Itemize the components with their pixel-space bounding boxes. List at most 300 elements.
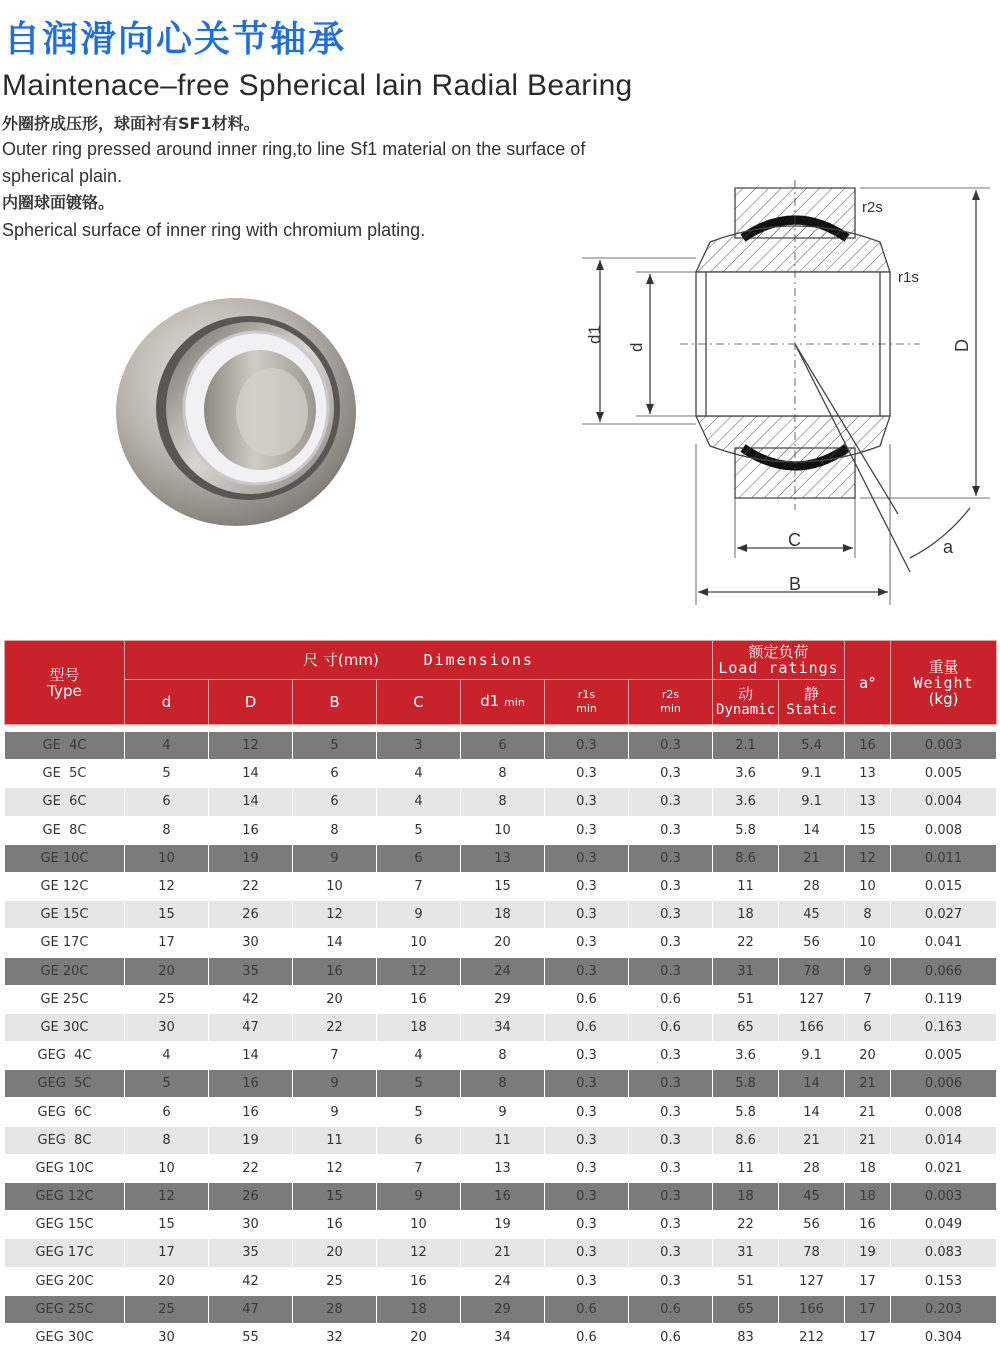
cell-r2s: 0.3: [629, 957, 713, 985]
cell-static: 5.4: [779, 732, 845, 760]
cell-r2s: 0.3: [629, 1126, 713, 1154]
cell-angle: 13: [845, 788, 891, 816]
cell-type: GE 12C: [5, 872, 125, 900]
cell-D: 16: [209, 816, 293, 844]
cell-weight: 0.005: [891, 760, 997, 788]
table-row: [5, 985, 997, 1013]
cell-dynamic: 8.6: [713, 844, 779, 872]
cell-d1: 20: [461, 929, 545, 957]
cell-type: GEG 17C: [5, 1239, 125, 1267]
cell-d1: 11: [461, 1126, 545, 1154]
cell-B: 12: [293, 1154, 377, 1182]
cell-dynamic: 18: [713, 1183, 779, 1211]
header-col-d1: [461, 680, 545, 725]
cell-r2s: 0.6: [629, 1323, 713, 1351]
cell-weight: 0.008: [891, 816, 997, 844]
cell-d1: 16: [461, 1183, 545, 1211]
cell-D: 12: [209, 732, 293, 760]
table-row: [5, 1126, 997, 1154]
header-col-static: [779, 680, 845, 725]
title-chinese: 自润滑向心关节轴承: [4, 19, 347, 60]
cell-d: 8: [125, 816, 209, 844]
table-row: [5, 1013, 997, 1041]
cell-B: 14: [293, 929, 377, 957]
specification-table-body: [5, 725, 997, 1352]
cell-r1s: 0.6: [545, 985, 629, 1013]
header-dimensions: [125, 641, 713, 680]
header-col-d: d: [125, 680, 209, 725]
cell-C: 5: [377, 816, 461, 844]
cell-r2s: 0.3: [629, 1098, 713, 1126]
table-row: [5, 788, 997, 816]
table-row: [5, 929, 997, 957]
cell-B: 6: [293, 760, 377, 788]
cell-angle: 17: [845, 1295, 891, 1323]
cell-D: 14: [209, 760, 293, 788]
table-row: [5, 844, 997, 872]
cell-D: 30: [209, 1211, 293, 1239]
table-row: [5, 1211, 997, 1239]
cell-C: 12: [377, 957, 461, 985]
cell-dynamic: 31: [713, 957, 779, 985]
cell-angle: 15: [845, 816, 891, 844]
cell-r1s: 0.6: [545, 1323, 629, 1351]
cell-r2s: 0.3: [629, 788, 713, 816]
cell-angle: 18: [845, 1154, 891, 1182]
cell-type: GEG 4C: [5, 1042, 125, 1070]
table-row: [5, 732, 997, 760]
cell-r2s: 0.3: [629, 1070, 713, 1098]
table-row: [5, 760, 997, 788]
cell-d1: 29: [461, 1295, 545, 1323]
cell-C: 9: [377, 901, 461, 929]
cell-B: 15: [293, 1183, 377, 1211]
cell-d: 6: [125, 788, 209, 816]
cell-D: 35: [209, 957, 293, 985]
table-row: [5, 1070, 997, 1098]
cell-dynamic: 83: [713, 1323, 779, 1351]
cell-type: GEG 8C: [5, 1126, 125, 1154]
cell-D: 30: [209, 929, 293, 957]
cell-angle: 17: [845, 1267, 891, 1295]
cell-angle: 16: [845, 732, 891, 760]
cell-weight: 0.004: [891, 788, 997, 816]
cell-type: GEG 30C: [5, 1323, 125, 1351]
cell-C: 10: [377, 1211, 461, 1239]
cell-dynamic: 5.8: [713, 816, 779, 844]
header-weight-cn: 重量: [928, 657, 959, 676]
cell-dynamic: 11: [713, 1154, 779, 1182]
cell-static: 9.1: [779, 788, 845, 816]
cell-dynamic: 5.8: [713, 1098, 779, 1126]
cell-d: 20: [125, 957, 209, 985]
cell-d: 25: [125, 985, 209, 1013]
cell-r2s: 0.6: [629, 1013, 713, 1041]
cell-weight: 0.021: [891, 1154, 997, 1182]
cell-d: 15: [125, 1211, 209, 1239]
table-row: [5, 1098, 997, 1126]
cell-r2s: 0.3: [629, 901, 713, 929]
label-C: C: [788, 530, 801, 550]
cell-dynamic: 2.1: [713, 732, 779, 760]
cell-B: 9: [293, 1098, 377, 1126]
header-d1-label: d1: [480, 692, 500, 710]
cell-type: GEG 6C: [5, 1098, 125, 1126]
header-r2s-label: r2s: [661, 688, 680, 701]
cell-D: 22: [209, 1154, 293, 1182]
bearing-photo: [110, 290, 360, 530]
cell-r2s: 0.3: [629, 1183, 713, 1211]
header-col-D: D: [209, 680, 293, 725]
cell-C: 16: [377, 1267, 461, 1295]
cell-static: 212: [779, 1323, 845, 1351]
cell-D: 55: [209, 1323, 293, 1351]
cell-weight: 0.304: [891, 1323, 997, 1351]
cell-B: 25: [293, 1267, 377, 1295]
cell-d1: 13: [461, 844, 545, 872]
label-d: d: [627, 342, 646, 352]
cell-static: 45: [779, 901, 845, 929]
cell-angle: 20: [845, 1042, 891, 1070]
cell-d1: 8: [461, 1042, 545, 1070]
cell-dynamic: 11: [713, 872, 779, 900]
table-row: [5, 1239, 997, 1267]
cell-C: 3: [377, 732, 461, 760]
header-load-en: Load ratings: [718, 659, 839, 677]
cell-weight: 0.066: [891, 957, 997, 985]
label-r2s: r2s: [862, 199, 883, 216]
cell-d1: 24: [461, 957, 545, 985]
cell-r1s: 0.3: [545, 732, 629, 760]
cell-type: GEG 5C: [5, 1070, 125, 1098]
label-angle-a: a: [943, 537, 954, 557]
cell-d1: 8: [461, 788, 545, 816]
cell-weight: 0.203: [891, 1295, 997, 1323]
cell-r2s: 0.3: [629, 1239, 713, 1267]
header-load-ratings: [713, 641, 845, 680]
cell-B: 6: [293, 788, 377, 816]
cell-r1s: 0.3: [545, 1070, 629, 1098]
cell-type: GE 8C: [5, 816, 125, 844]
cell-static: 166: [779, 1295, 845, 1323]
cell-C: 7: [377, 1154, 461, 1182]
cell-type: GE 5C: [5, 760, 125, 788]
cell-d: 10: [125, 844, 209, 872]
cell-D: 19: [209, 1126, 293, 1154]
header-angle: a°: [845, 641, 891, 725]
cell-r1s: 0.3: [545, 1211, 629, 1239]
cell-d: 8: [125, 1126, 209, 1154]
cell-D: 22: [209, 872, 293, 900]
cell-type: GE 6C: [5, 788, 125, 816]
description-inner-ring-en: Spherical surface of inner ring with chromium plating.: [2, 220, 426, 240]
cell-r1s: 0.3: [545, 844, 629, 872]
table-row: [5, 1042, 997, 1070]
cell-r1s: 0.3: [545, 872, 629, 900]
label-D: D: [952, 339, 972, 352]
table-row: [5, 872, 997, 900]
cell-static: 78: [779, 1239, 845, 1267]
cell-r1s: 0.3: [545, 1126, 629, 1154]
cell-static: 9.1: [779, 1042, 845, 1070]
bearing-cross-section-drawing: [560, 180, 1000, 610]
cell-B: 12: [293, 901, 377, 929]
cell-D: 14: [209, 1042, 293, 1070]
header-col-r2s: [629, 680, 713, 725]
cell-r2s: 0.3: [629, 1154, 713, 1182]
cell-static: 45: [779, 1183, 845, 1211]
cell-C: 6: [377, 844, 461, 872]
label-d1: d1: [585, 325, 604, 344]
cell-r2s: 0.6: [629, 1295, 713, 1323]
cell-r1s: 0.6: [545, 1013, 629, 1041]
label-r1s: r1s: [898, 269, 919, 286]
header-static-cn: 静: [804, 685, 820, 703]
cell-d1: 10: [461, 816, 545, 844]
cell-static: 9.1: [779, 760, 845, 788]
cell-weight: 0.041: [891, 929, 997, 957]
table-row: [5, 1267, 997, 1295]
header-dynamic-en: Dynamic: [716, 702, 776, 718]
cell-type: GE 10C: [5, 844, 125, 872]
header-weight-unit: (kg): [928, 689, 959, 708]
cell-dynamic: 65: [713, 1013, 779, 1041]
table-row: [5, 957, 997, 985]
cell-d1: 29: [461, 985, 545, 1013]
cell-d: 17: [125, 1239, 209, 1267]
cell-r2s: 0.3: [629, 1267, 713, 1295]
header-r1s-label: r1s: [577, 688, 596, 701]
cell-B: 9: [293, 1070, 377, 1098]
cell-dynamic: 22: [713, 929, 779, 957]
header-r2s-min: min: [660, 702, 681, 715]
table-row: [5, 901, 997, 929]
cell-d1: 13: [461, 1154, 545, 1182]
cell-weight: 0.003: [891, 1183, 997, 1211]
cell-weight: 0.003: [891, 732, 997, 760]
cell-angle: 9: [845, 957, 891, 985]
cell-d: 12: [125, 1183, 209, 1211]
cell-weight: 0.008: [891, 1098, 997, 1126]
cell-r2s: 0.3: [629, 732, 713, 760]
cell-weight: 0.005: [891, 1042, 997, 1070]
cell-r1s: 0.3: [545, 760, 629, 788]
cell-angle: 8: [845, 901, 891, 929]
cell-D: 42: [209, 985, 293, 1013]
cell-C: 10: [377, 929, 461, 957]
cell-D: 16: [209, 1070, 293, 1098]
header-r1s-min: min: [576, 702, 597, 715]
cell-D: 35: [209, 1239, 293, 1267]
cell-d: 30: [125, 1013, 209, 1041]
header-load-cn: 额定负荷: [748, 643, 809, 661]
header-col-C: C: [377, 680, 461, 725]
cell-d1: 8: [461, 1070, 545, 1098]
cell-B: 8: [293, 816, 377, 844]
cell-r1s: 0.3: [545, 1154, 629, 1182]
cell-weight: 0.011: [891, 844, 997, 872]
cell-r1s: 0.3: [545, 1098, 629, 1126]
cell-B: 28: [293, 1295, 377, 1323]
cell-d1: 18: [461, 901, 545, 929]
label-B: B: [789, 574, 802, 594]
cell-angle: 6: [845, 1013, 891, 1041]
table-row: [5, 1183, 997, 1211]
cell-dynamic: 65: [713, 1295, 779, 1323]
cell-angle: 10: [845, 929, 891, 957]
cell-static: 166: [779, 1013, 845, 1041]
header-weight-en: Weight: [913, 673, 974, 692]
cell-r2s: 0.3: [629, 1042, 713, 1070]
cell-type: GEG 12C: [5, 1183, 125, 1211]
header-col-r1s: [545, 680, 629, 725]
cell-d: 5: [125, 1070, 209, 1098]
cell-B: 20: [293, 985, 377, 1013]
cell-static: 21: [779, 1126, 845, 1154]
cell-static: 14: [779, 816, 845, 844]
cell-C: 16: [377, 985, 461, 1013]
cell-weight: 0.083: [891, 1239, 997, 1267]
cell-D: 26: [209, 1183, 293, 1211]
header-type-cn: 型号: [49, 665, 80, 684]
cell-d: 25: [125, 1295, 209, 1323]
cell-r1s: 0.6: [545, 1295, 629, 1323]
header-dimensions-en: Dimensions: [423, 651, 534, 669]
cell-B: 5: [293, 732, 377, 760]
description-inner-ring-cn: 内圈球面镀铬。: [2, 193, 115, 212]
cell-dynamic: 51: [713, 1267, 779, 1295]
cell-d: 4: [125, 732, 209, 760]
cell-dynamic: 22: [713, 1211, 779, 1239]
cell-r1s: 0.3: [545, 816, 629, 844]
cell-B: 20: [293, 1239, 377, 1267]
cell-d: 17: [125, 929, 209, 957]
cell-r2s: 0.3: [629, 760, 713, 788]
cell-d1: 21: [461, 1239, 545, 1267]
cell-B: 32: [293, 1323, 377, 1351]
cell-r1s: 0.3: [545, 1183, 629, 1211]
cell-B: 10: [293, 872, 377, 900]
cell-B: 9: [293, 844, 377, 872]
cell-type: GE 20C: [5, 957, 125, 985]
cell-type: GEG 10C: [5, 1154, 125, 1182]
header-d1-min: min: [504, 696, 525, 709]
cell-angle: 18: [845, 1183, 891, 1211]
header-col-dynamic: [713, 680, 779, 725]
cell-angle: 21: [845, 1098, 891, 1126]
header-type: [5, 641, 125, 725]
cell-weight: 0.014: [891, 1126, 997, 1154]
table-row: [5, 1295, 997, 1323]
cell-type: GE 17C: [5, 929, 125, 957]
cell-angle: 16: [845, 1211, 891, 1239]
cell-r2s: 0.3: [629, 929, 713, 957]
cell-weight: 0.027: [891, 901, 997, 929]
cell-C: 5: [377, 1070, 461, 1098]
description-outer-ring-en: Outer ring pressed around inner ring,to line Sf1 material on the surface of spherical plain.: [2, 139, 586, 186]
cell-r1s: 0.3: [545, 1239, 629, 1267]
cell-C: 18: [377, 1295, 461, 1323]
cell-weight: 0.049: [891, 1211, 997, 1239]
cell-C: 7: [377, 872, 461, 900]
title-english: Maintenace–free Spherical lain Radial Bearing: [2, 69, 633, 102]
cell-dynamic: 3.6: [713, 1042, 779, 1070]
header-dimensions-cn: 尺 寸(mm): [303, 651, 379, 669]
cell-static: 56: [779, 929, 845, 957]
header-weight: [891, 641, 997, 725]
cell-B: 22: [293, 1013, 377, 1041]
cell-type: GEG 25C: [5, 1295, 125, 1323]
cell-angle: 12: [845, 844, 891, 872]
cell-weight: 0.015: [891, 872, 997, 900]
cell-type: GE 30C: [5, 1013, 125, 1041]
cell-static: 28: [779, 1154, 845, 1182]
cell-r2s: 0.3: [629, 816, 713, 844]
cell-dynamic: 8.6: [713, 1126, 779, 1154]
header-col-B: B: [293, 680, 377, 725]
cell-d1: 6: [461, 732, 545, 760]
cell-type: GE 4C: [5, 732, 125, 760]
table-row: [5, 1323, 997, 1351]
cell-static: 21: [779, 844, 845, 872]
cell-r2s: 0.3: [629, 844, 713, 872]
cell-r1s: 0.3: [545, 901, 629, 929]
table-row: [5, 1154, 997, 1182]
cell-r1s: 0.3: [545, 1267, 629, 1295]
cell-C: 4: [377, 760, 461, 788]
cell-r1s: 0.3: [545, 929, 629, 957]
cell-D: 42: [209, 1267, 293, 1295]
cell-angle: 7: [845, 985, 891, 1013]
header-static-en: Static: [786, 702, 837, 718]
cell-D: 47: [209, 1013, 293, 1041]
cell-d: 10: [125, 1154, 209, 1182]
table-row: [5, 816, 997, 844]
cell-D: 26: [209, 901, 293, 929]
description-outer-ring-cn: 外圈挤成压形，球面衬有SF1材料。: [2, 114, 260, 133]
cell-static: 14: [779, 1098, 845, 1126]
cell-type: GE 25C: [5, 985, 125, 1013]
cell-d1: 34: [461, 1323, 545, 1351]
cell-static: 14: [779, 1070, 845, 1098]
cell-D: 14: [209, 788, 293, 816]
cell-d: 15: [125, 901, 209, 929]
cell-r1s: 0.3: [545, 1042, 629, 1070]
cell-C: 4: [377, 788, 461, 816]
cell-B: 11: [293, 1126, 377, 1154]
cell-C: 20: [377, 1323, 461, 1351]
cell-d1: 19: [461, 1211, 545, 1239]
cell-D: 19: [209, 844, 293, 872]
cell-r1s: 0.3: [545, 957, 629, 985]
cell-d1: 8: [461, 760, 545, 788]
cell-weight: 0.006: [891, 1070, 997, 1098]
header-type-en: Type: [47, 681, 82, 700]
cell-d: 30: [125, 1323, 209, 1351]
header-dynamic-cn: 动: [738, 685, 754, 703]
cell-B: 7: [293, 1042, 377, 1070]
cell-static: 56: [779, 1211, 845, 1239]
cell-static: 78: [779, 957, 845, 985]
cell-d1: 9: [461, 1098, 545, 1126]
cell-dynamic: 18: [713, 901, 779, 929]
cell-d: 4: [125, 1042, 209, 1070]
cell-r2s: 0.3: [629, 1211, 713, 1239]
cell-angle: 21: [845, 1070, 891, 1098]
cell-D: 47: [209, 1295, 293, 1323]
cell-dynamic: 31: [713, 1239, 779, 1267]
cell-angle: 17: [845, 1323, 891, 1351]
